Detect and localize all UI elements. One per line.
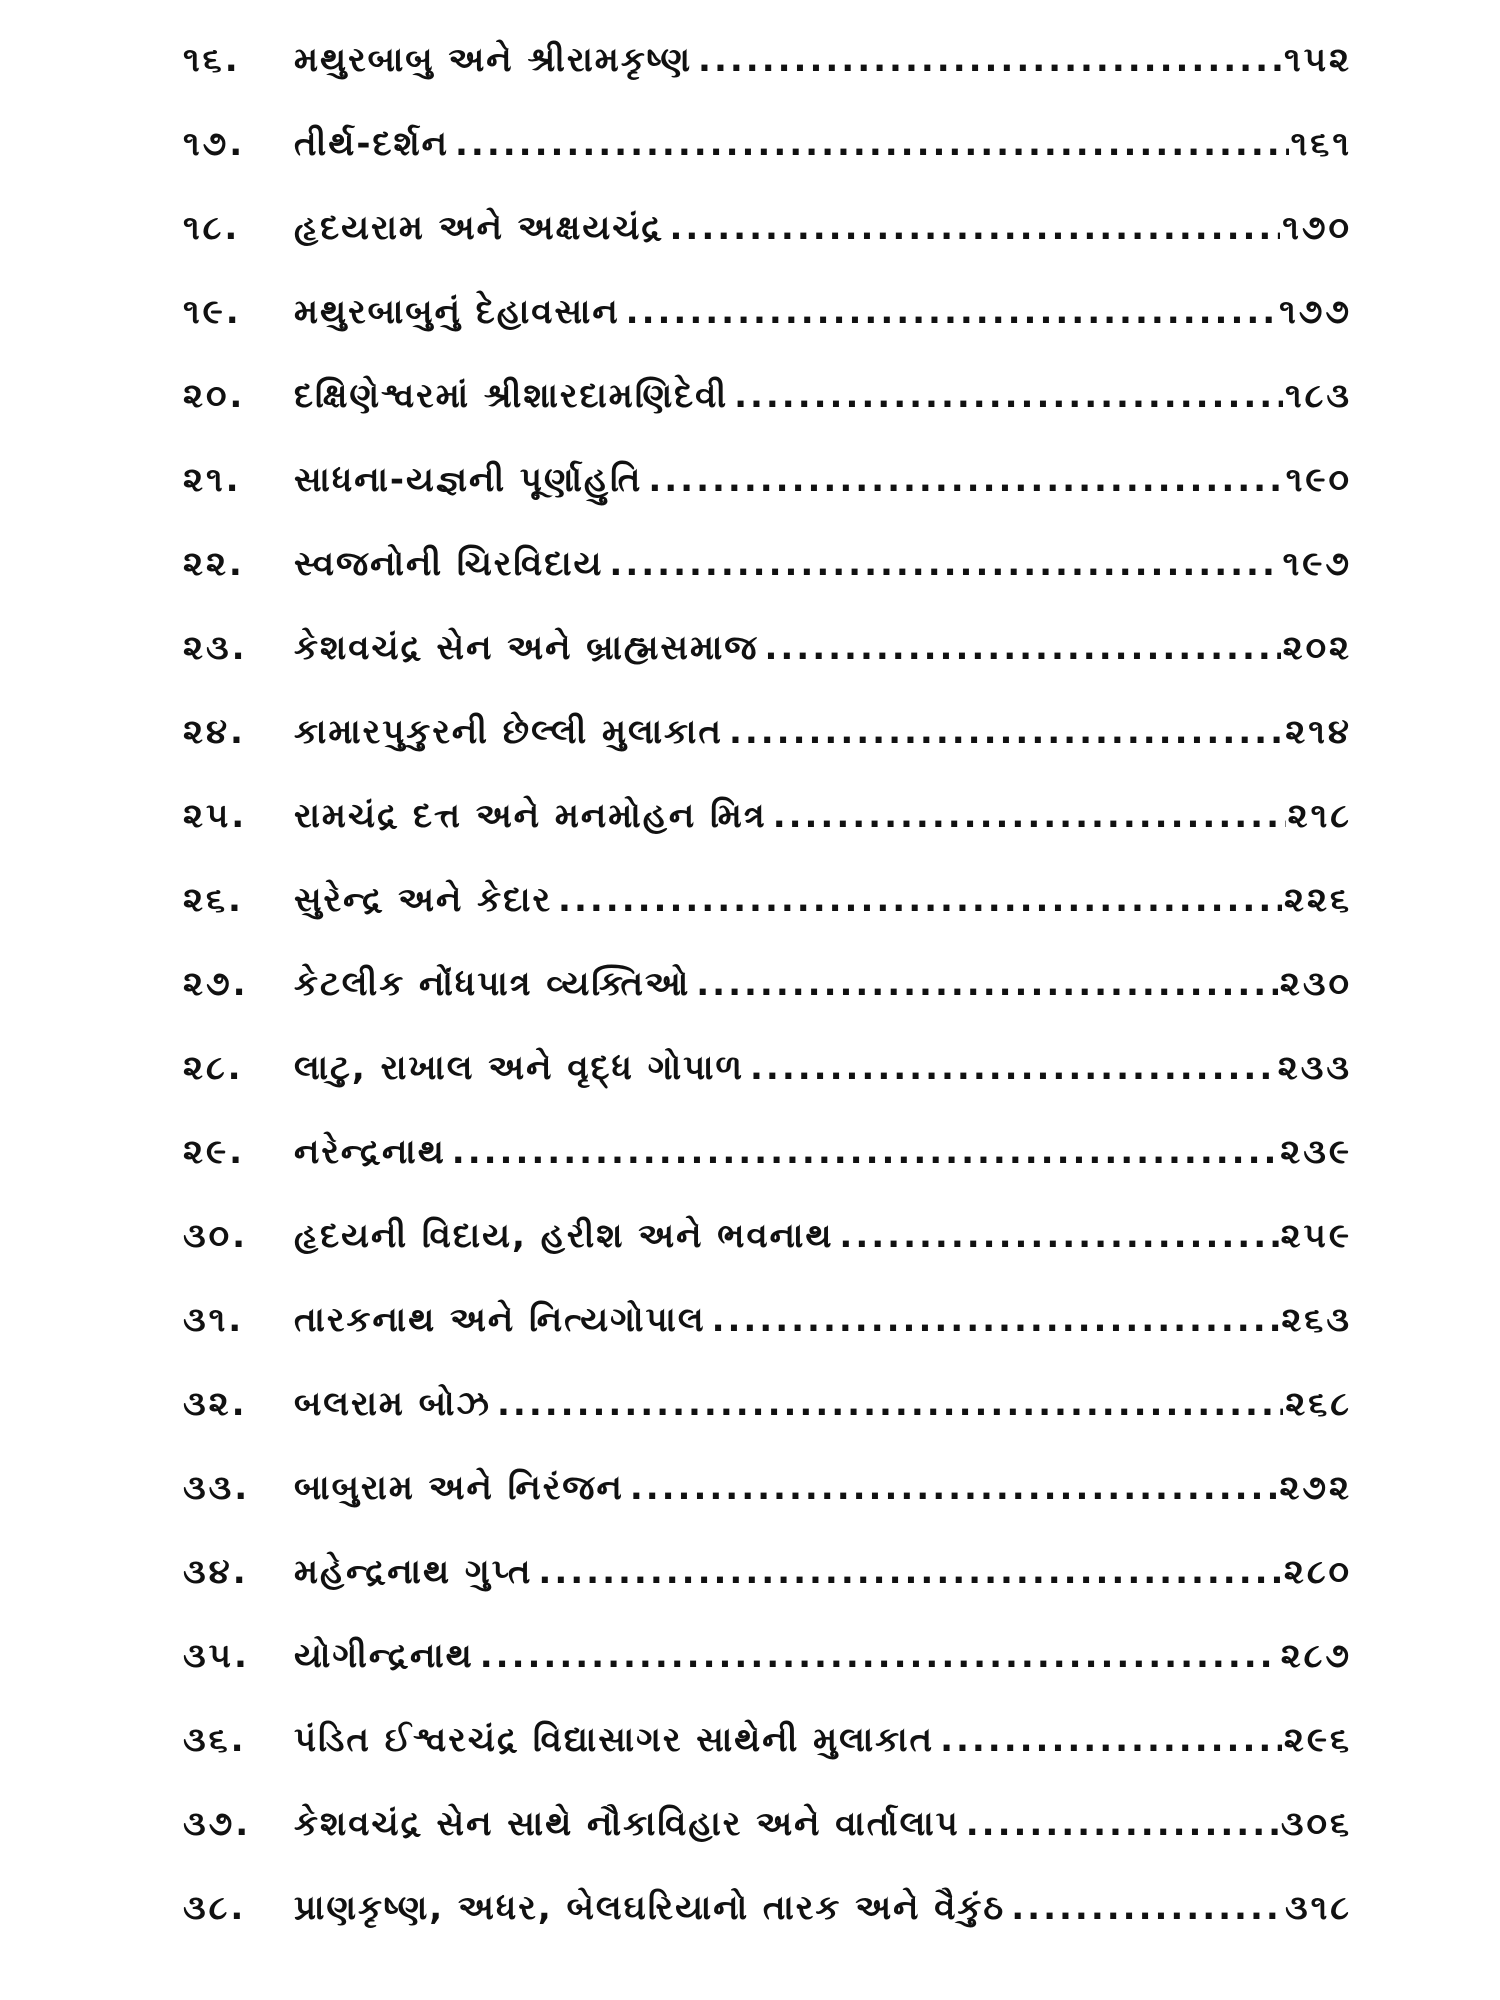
toc-entry-32	[0, 1362, 1500, 1446]
chapter-title: યોગીન્દ્રનાથ	[294, 1636, 474, 1676]
page-number: ૨૩૩	[1277, 1048, 1352, 1088]
chapter-title: પ્રાણકૃષ્ણ, અધર, બેલઘરિયાનો તારક અને વૈકુંઠ	[294, 1888, 1006, 1928]
page-number: ૨૨૬	[1284, 880, 1352, 920]
toc-entry-31	[0, 1278, 1500, 1362]
toc-line	[294, 208, 1352, 248]
chapter-title: મથુરબાબુનું દેહાવસાન	[294, 292, 620, 332]
chapter-title: તીર્થ-દર્શન	[294, 124, 450, 164]
chapter-number: ૨૯.	[183, 1132, 246, 1172]
toc-line	[294, 964, 1352, 1004]
chapter-title: મહેન્દ્રનાથ ગુપ્ત	[294, 1552, 533, 1592]
dot-leader	[773, 796, 1286, 836]
dot-leader	[764, 628, 1280, 668]
toc-entry-37	[0, 1782, 1500, 1866]
dot-leader	[558, 880, 1282, 920]
chapter-title: કેશવચંદ્ર સેન અને બ્રાહ્મસમાજ	[294, 628, 759, 668]
page-number: ૨૩૦	[1279, 964, 1352, 1004]
toc-line	[294, 1132, 1352, 1172]
dot-leader	[626, 292, 1277, 332]
page-number: ૩૧૮	[1284, 1888, 1352, 1928]
toc-entry-24	[0, 690, 1500, 774]
dot-leader	[839, 1216, 1278, 1256]
toc-line	[294, 292, 1352, 332]
toc-entry-34	[0, 1530, 1500, 1614]
dot-leader	[940, 1720, 1282, 1760]
chapter-title: મથુરબાબુ અને શ્રીરામકૃષ્ણ	[294, 40, 693, 80]
page-number: ૧૯૦	[1285, 460, 1352, 500]
toc-entry-26	[0, 858, 1500, 942]
dot-leader	[480, 1636, 1279, 1676]
page-number: ૨૧૪	[1285, 712, 1352, 752]
toc-entry-16	[0, 18, 1500, 102]
dot-leader	[966, 1804, 1279, 1844]
chapter-number: ૩૦.	[183, 1216, 249, 1256]
toc-entry-23	[0, 606, 1500, 690]
page-number: ૨૯૬	[1283, 1720, 1352, 1760]
toc-line	[294, 1888, 1352, 1928]
chapter-number: ૩૪.	[183, 1552, 249, 1592]
toc-line	[294, 880, 1352, 920]
toc-entry-19	[0, 270, 1500, 354]
chapter-number: ૧૭.	[183, 124, 246, 164]
toc-line	[294, 712, 1352, 752]
toc-line	[294, 376, 1352, 416]
chapter-number: ૨૭.	[183, 964, 249, 1004]
chapter-number: ૩૧.	[183, 1300, 245, 1340]
chapter-number: ૩૬.	[183, 1720, 247, 1760]
chapter-title: નરેન્દ્રનાથ	[294, 1132, 446, 1172]
toc-line	[294, 1804, 1352, 1844]
page-number: ૧૭૭	[1279, 292, 1352, 332]
toc-line	[294, 1552, 1352, 1592]
chapter-number: ૩૩.	[183, 1468, 251, 1508]
chapter-number: ૨૬.	[183, 880, 244, 920]
page-number: ૩૦૬	[1280, 1804, 1352, 1844]
toc-entry-20	[0, 354, 1500, 438]
toc-line	[294, 460, 1352, 500]
toc-line	[294, 1720, 1352, 1760]
page-number: ૨૮૦	[1283, 1552, 1352, 1592]
toc-entry-22	[0, 522, 1500, 606]
chapter-number: ૩૫.	[183, 1636, 250, 1676]
chapter-title: હૃદયરામ અને અક્ષયચંદ્ર	[294, 208, 664, 248]
dot-leader	[455, 124, 1289, 164]
chapter-number: ૩૭.	[183, 1804, 252, 1844]
toc-line	[294, 544, 1352, 584]
chapter-number: ૨૩.	[183, 628, 248, 668]
chapter-number: ૧૬.	[183, 40, 241, 80]
dot-leader	[538, 1552, 1281, 1592]
chapter-number: ૨૮.	[183, 1048, 244, 1088]
chapter-title: કેટલીક નોંધપાત્ર વ્યક્તિઓ	[294, 964, 691, 1004]
toc-line	[294, 1048, 1352, 1088]
page-number: ૨૫૯	[1280, 1216, 1352, 1256]
toc-entry-28	[0, 1026, 1500, 1110]
dot-leader	[630, 1468, 1278, 1508]
page-number: ૨૭૨	[1279, 1468, 1352, 1508]
page-number: ૨૮૭	[1280, 1636, 1352, 1676]
toc-line	[294, 1216, 1352, 1256]
dot-leader	[696, 964, 1278, 1004]
toc-entry-33	[0, 1446, 1500, 1530]
page-number: ૧૮૩	[1284, 376, 1352, 416]
chapter-title: સાધના-યજ્ઞની પૂર્ણાહુતિ	[294, 460, 643, 500]
page-number: ૨૬૮	[1285, 1384, 1352, 1424]
chapter-number: ૩૨.	[183, 1384, 248, 1424]
chapter-number: ૩૮.	[183, 1888, 247, 1928]
page-number: ૨૬૩	[1281, 1300, 1352, 1340]
chapter-number: ૧૮.	[183, 208, 241, 248]
page-number: ૨૧૮	[1287, 796, 1352, 836]
dot-leader	[609, 544, 1280, 584]
toc-line	[294, 1300, 1352, 1340]
chapter-title: હૃદયની વિદાય, હરીશ અને ભવનાથ	[294, 1216, 834, 1256]
toc-entry-36	[0, 1698, 1500, 1782]
dot-leader	[734, 376, 1283, 416]
chapter-number: ૨૪.	[183, 712, 246, 752]
dot-leader	[670, 208, 1281, 248]
dot-leader	[497, 1384, 1283, 1424]
page-number: ૨૦૨	[1282, 628, 1352, 668]
toc-entry-17	[0, 102, 1500, 186]
toc-entry-35	[0, 1614, 1500, 1698]
page-number: ૧૫૨	[1284, 40, 1352, 80]
chapter-title: સુરેન્દ્ર અને કેદાર	[294, 880, 553, 920]
page-number: ૧૯૭	[1282, 544, 1352, 584]
page-number: ૧૬૧	[1290, 124, 1352, 164]
dot-leader	[648, 460, 1283, 500]
chapter-number: ૨૧.	[183, 460, 242, 500]
chapter-title: પંડિત ઈશ્વરચંદ્ર વિદ્યાસાગર સાથેની મુલાકાત	[294, 1720, 935, 1760]
chapter-number: ૨૦.	[183, 376, 246, 416]
toc-line	[294, 40, 1352, 80]
table-of-contents	[0, 18, 1500, 1950]
chapter-title: સ્વજનોની ચિરવિદાય	[294, 544, 604, 584]
chapter-number: ૨૫.	[183, 796, 248, 836]
toc-entry-25	[0, 774, 1500, 858]
dot-leader	[698, 40, 1282, 80]
chapter-title: બાબુરામ અને નિરંજન	[294, 1468, 624, 1508]
dot-leader	[1011, 1888, 1283, 1928]
chapter-number: ૨૨.	[183, 544, 245, 584]
toc-entry-18	[0, 186, 1500, 270]
toc-entry-30	[0, 1194, 1500, 1278]
dot-leader	[452, 1132, 1278, 1172]
page-number: ૨૩૯	[1280, 1132, 1352, 1172]
page-number: ૧૭૦	[1282, 208, 1352, 248]
toc-entry-29	[0, 1110, 1500, 1194]
toc-entry-38	[0, 1866, 1500, 1950]
toc-entry-27	[0, 942, 1500, 1026]
toc-line	[294, 628, 1352, 668]
dot-leader	[750, 1048, 1276, 1088]
chapter-title: લાટુ, રાખાલ અને વૃદ્ધ ગોપાળ	[294, 1048, 744, 1088]
chapter-title: દક્ષિણેશ્વરમાં શ્રીશારદામણિદેવી	[294, 376, 729, 416]
toc-line	[294, 1468, 1352, 1508]
chapter-number: ૧૯.	[183, 292, 242, 332]
toc-line	[294, 124, 1352, 164]
toc-line	[294, 796, 1352, 836]
toc-line	[294, 1384, 1352, 1424]
toc-line	[294, 1636, 1352, 1676]
dot-leader	[729, 712, 1283, 752]
chapter-title: રામચંદ્ર દત્ત અને મનમોહન મિત્ર	[294, 796, 767, 836]
chapter-title: બલરામ બોઝ	[294, 1384, 491, 1424]
dot-leader	[712, 1300, 1280, 1340]
chapter-title: કામારપુકુરની છેલ્લી મુલાકાત	[294, 712, 723, 752]
chapter-title: તારકનાથ અને નિત્યગોપાલ	[294, 1300, 706, 1340]
toc-entry-21	[0, 438, 1500, 522]
chapter-title: કેશવચંદ્ર સેન સાથે નૌકાવિહાર અને વાર્તાલાપ	[294, 1804, 960, 1844]
